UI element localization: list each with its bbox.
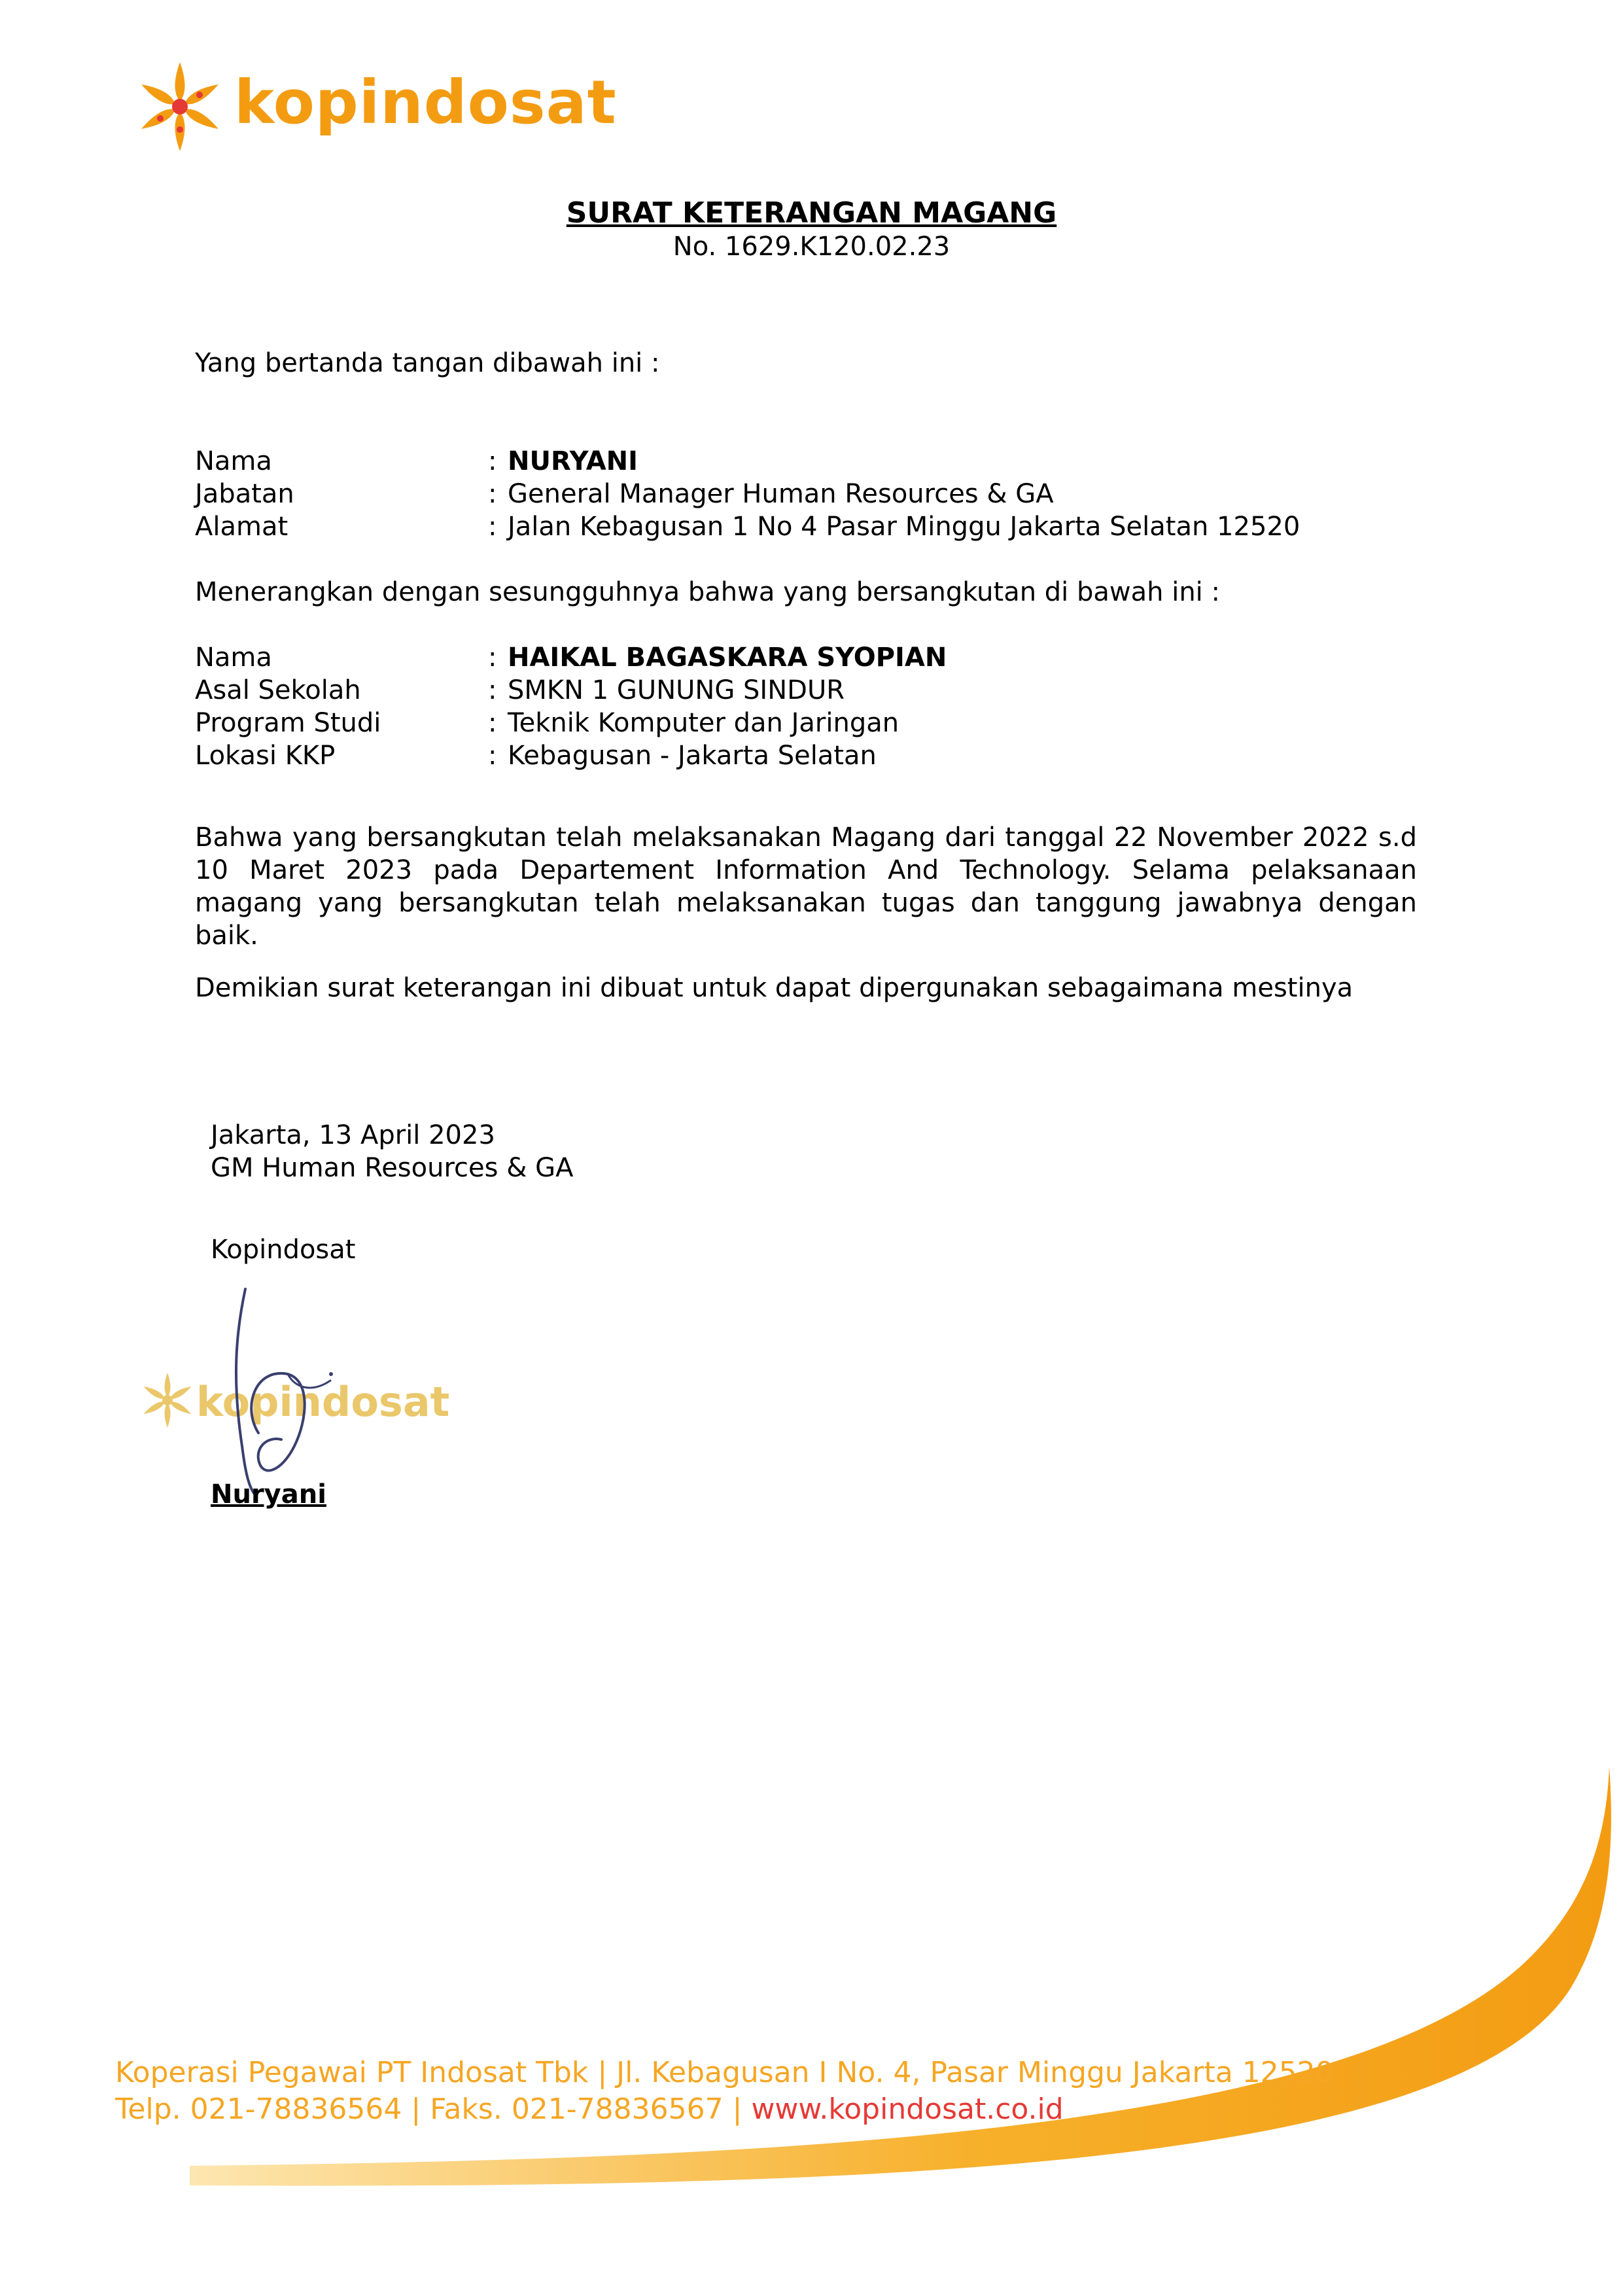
handwritten-signature [196,1282,366,1498]
intern-row-name [195,641,1438,674]
field-value: Teknik Komputer dan Jaringan [508,708,899,738]
intern-row-location [195,739,1438,772]
field-label: Jabatan [195,479,294,509]
footer-swoosh-decoration [0,1767,1623,2192]
field-value: HAIKAL BAGASKARA SYOPIAN [508,643,947,673]
signer-name: Nuryani [211,1479,326,1510]
intro-text: Yang bertanda tangan dibawah ini : [195,348,660,378]
field-value: Kebagusan - Jakarta Selatan [508,741,877,771]
signatory-row-position [195,478,1438,510]
field-value: NURYANI [508,446,638,476]
kopindosat-logo-mark [131,58,229,156]
field-label: Program Studi [195,708,381,738]
signature-company: Kopindosat [211,1235,356,1265]
field-colon: : [488,643,497,673]
field-value: Jalan Kebagusan 1 No 4 Pasar Minggu Jakarta Selatan 12520 [508,512,1300,542]
footer-phone-fax: Telp. 021-78836564 | Faks. 021-78836567 | [115,2093,752,2126]
field-value: General Manager Human Resources & GA [508,479,1054,509]
field-colon: : [488,675,497,705]
field-label: Lokasi KKP [195,741,336,771]
letter-number: No. 1629.K120.02.23 [672,232,951,262]
field-label: Nama [195,643,272,673]
statement-text: Menerangkan dengan sesungguhnya bahwa yang bersangkutan di bawah ini : [195,577,1220,607]
closing-text: Demikian surat keterangan ini dibuat untuk dapat dipergunakan sebagaimana mestinya [195,973,1353,1003]
field-label: Nama [195,446,272,476]
signatory-row-address [195,510,1438,543]
field-value: SMKN 1 GUNUNG SINDUR [508,675,845,705]
kopindosat-logo-text: kopindosat [234,67,617,137]
field-label: Asal Sekolah [195,675,361,705]
signature-place-date: Jakarta, 13 April 2023 [211,1120,495,1150]
field-label: Alamat [195,512,288,542]
field-colon: : [488,479,497,509]
seal-text: kopindosat [196,1378,450,1426]
field-colon: : [488,446,497,476]
intern-row-school [195,674,1438,707]
field-colon: : [488,708,497,738]
signatory-row-name [195,445,1438,478]
intern-row-program [195,707,1438,739]
field-colon: : [488,512,497,542]
field-colon: : [488,741,497,771]
signature-position: GM Human Resources & GA [211,1153,574,1183]
footer-address: Koperasi Pegawai PT Indosat Tbk | Jl. Kebagusan I No. 4, Pasar Minggu Jakarta 12520 [115,2056,1334,2089]
letter-title: SURAT KETERANGAN MAGANG [566,196,1057,230]
footer-website-link[interactable]: www.kopindosat.co.id [751,2093,1064,2126]
body-paragraph: Bahwa yang bersangkutan telah melaksanakan Magang dari tanggal 22 November 2022 s.d 10 Maret 2023 pada Departement Information And Technology. Selama pelaksanaan magang yang bersangkutan telah melaksanakan tugas dan tanggung jawabnya dengan baik. [195,822,1417,951]
footer-contact [115,2091,1064,2128]
